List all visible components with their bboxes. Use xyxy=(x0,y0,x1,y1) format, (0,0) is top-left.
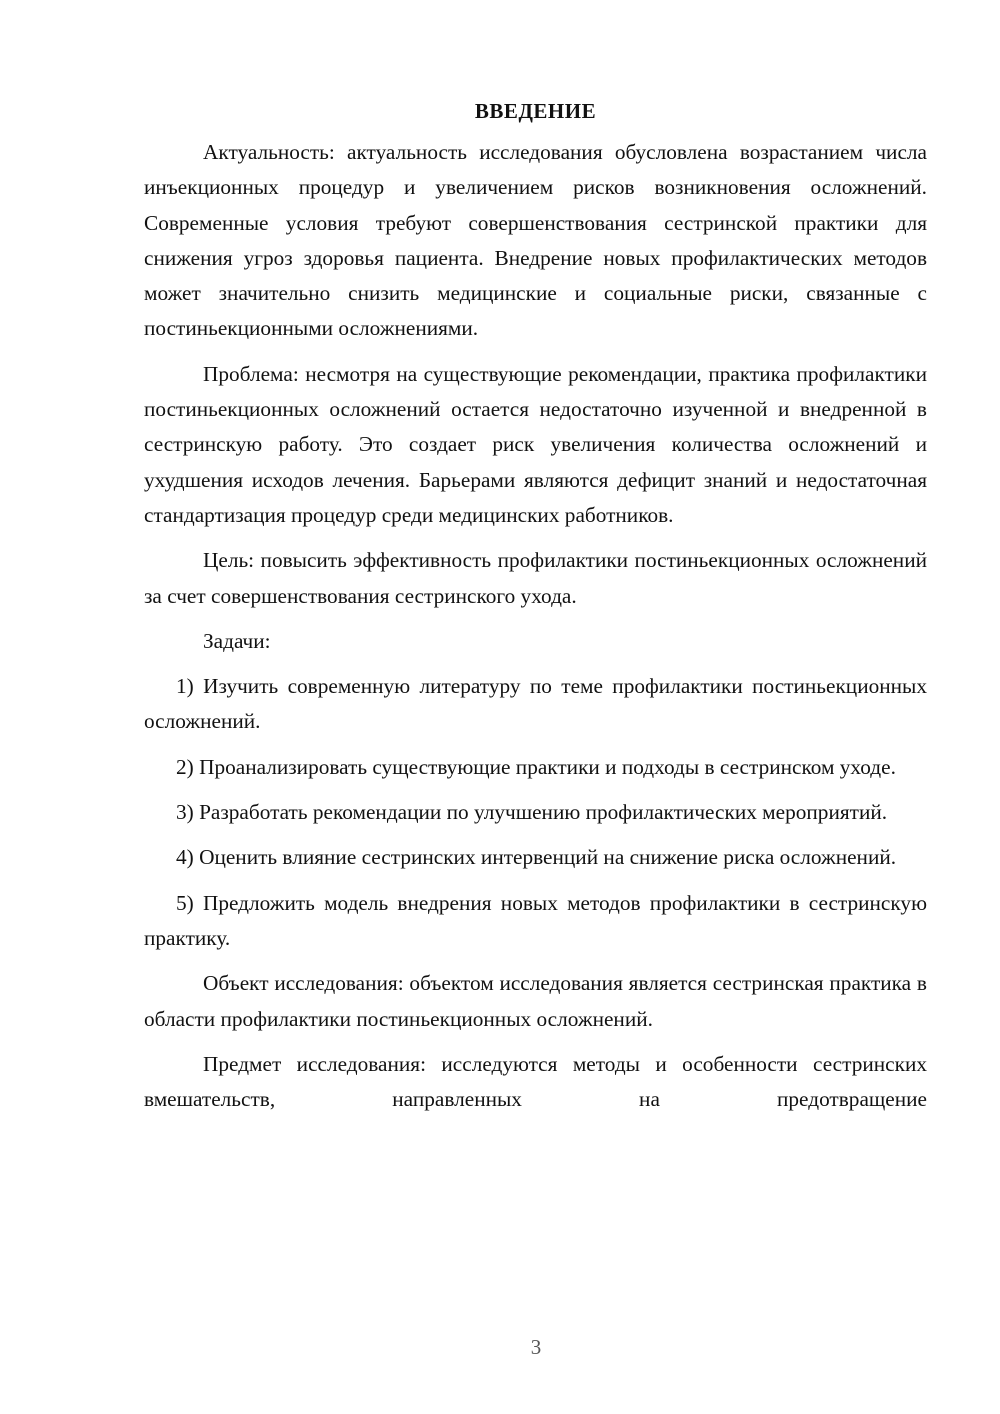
task-item-5: 5) Предложить модель внедрения новых методов профилактики в сестринскую практику. xyxy=(144,890,927,950)
page-number: 3 xyxy=(530,1335,542,1359)
paragraph-subject: Предмет исследования: исследуются методы и особенности сестринских вмешательств, направленных на предотвращение xyxy=(144,1051,927,1112)
paragraph-problem: Проблема: несмотря на существующие рекомендации, практика профилактики постиньекционных осложнений остается недостаточно изученной и внедренной в сестринскую работу. Это создает риск увеличения количества осложнений и ухудшения исходов лечения. Барьерами являются дефицит знаний и недостаточная стандартизация процедур среди медицинских работников. xyxy=(144,361,927,527)
task-item-1: 1) Изучить современную литературу по теме профилактики постиньекционных осложнений. xyxy=(144,674,927,734)
task-item-2: 2) Проанализировать существующие практики и подходы в сестринском уходе. xyxy=(176,754,896,779)
paragraph-goal: Цель: повысить эффективность профилактики постиньекционных осложнений за счет совершенствования сестринского ухода. xyxy=(144,548,927,608)
paragraph-relevance: Актуальность: актуальность исследования обусловлена возрастанием числа инъекционных процедур и увеличением рисков возникновения осложнений. Современные условия требуют совершенствования сестринской практики для снижения угроз здоровья пациента. Внедрение новых профилактических методов может значительно снизить медицинские и социальные риски, связанные с постиньекционными осложнениями. xyxy=(144,140,927,341)
document-page xyxy=(144,94,927,1127)
task-item-3: 3) Разработать рекомендации по улучшению профилактических мероприятий. xyxy=(176,800,888,825)
paragraph-object: Объект исследования: объектом исследования является сестринская практика в области профилактики постиньекционных осложнений. xyxy=(144,971,927,1031)
tasks-label: Задачи: xyxy=(203,628,271,653)
task-item-4: 4) Оценить влияние сестринских интервенций на снижение риска осложнений. xyxy=(176,845,897,870)
section-title: ВВЕДЕНИЕ xyxy=(474,99,597,123)
